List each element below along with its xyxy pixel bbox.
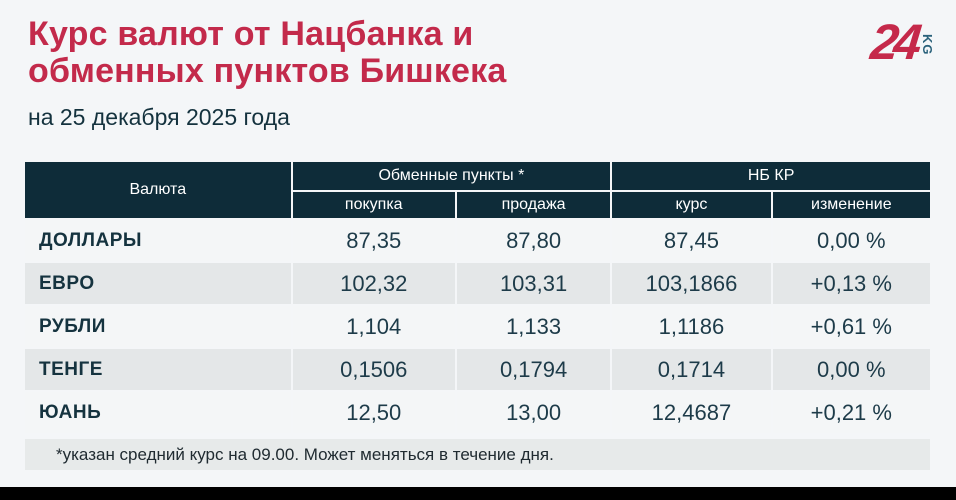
page-title — [28, 16, 936, 90]
page-subtitle: на 25 декабря 2025 года — [28, 104, 290, 130]
cell-sell: 13,00 — [457, 392, 610, 433]
cell-rate: 103,1866 — [612, 263, 770, 304]
header-group-exchange-offices: Обменные пункты * — [293, 162, 611, 190]
header-group-nbkr: НБ КР — [612, 162, 930, 190]
page-header — [0, 0, 956, 131]
cell-change: 0,00 % — [773, 349, 930, 390]
cell-buy: 1,104 — [293, 306, 455, 347]
table-row-euro — [25, 263, 930, 304]
cell-change: +0,13 % — [773, 263, 930, 304]
cell-buy: 87,35 — [293, 220, 455, 261]
cell-buy: 102,32 — [293, 263, 455, 304]
cell-change: 0,00 % — [773, 220, 930, 261]
cell-rate: 0,1714 — [612, 349, 770, 390]
cell-change: +0,21 % — [773, 392, 930, 433]
currency-name: РУБЛИ — [25, 306, 291, 347]
table-row-tenge — [25, 349, 930, 390]
cell-sell: 87,80 — [457, 220, 610, 261]
header-buy: покупка — [293, 192, 455, 218]
page-title-line1: Курс валют от Нацбанка и — [28, 15, 474, 53]
table-row-yuan — [25, 392, 930, 433]
cell-buy: 0,1506 — [293, 349, 455, 390]
bottom-black-bar — [0, 487, 956, 500]
cell-rate: 87,45 — [612, 220, 770, 261]
header-currency: Валюта — [25, 162, 291, 218]
currency-name: ТЕНГЕ — [25, 349, 291, 390]
currency-name: ЮАНЬ — [25, 392, 291, 433]
table-row-rubles — [25, 306, 930, 347]
footnote-bar — [25, 439, 930, 470]
cell-buy: 12,50 — [293, 392, 455, 433]
cell-sell: 1,133 — [457, 306, 610, 347]
table-row-dollars — [25, 220, 930, 261]
logo-24-mark: 24 — [868, 14, 920, 70]
brand-logo — [868, 14, 935, 70]
rates-table — [23, 160, 932, 435]
cell-sell: 103,31 — [457, 263, 610, 304]
page-title-line2: обменных пунктов Бишкека — [28, 52, 507, 90]
cell-rate: 1,1186 — [612, 306, 770, 347]
logo-kg-suffix: KG — [920, 34, 935, 56]
currency-name: ДОЛЛАРЫ — [25, 220, 291, 261]
header-change: изменение — [773, 192, 930, 218]
cell-change: +0,61 % — [773, 306, 930, 347]
footnote-text: *указан средний курс на 09.00. Может меняться в течение дня. — [56, 444, 554, 464]
cell-rate: 12,4687 — [612, 392, 770, 433]
currency-name: ЕВРО — [25, 263, 291, 304]
header-rate: курс — [612, 192, 770, 218]
header-sell: продажа — [457, 192, 610, 218]
cell-sell: 0,1794 — [457, 349, 610, 390]
